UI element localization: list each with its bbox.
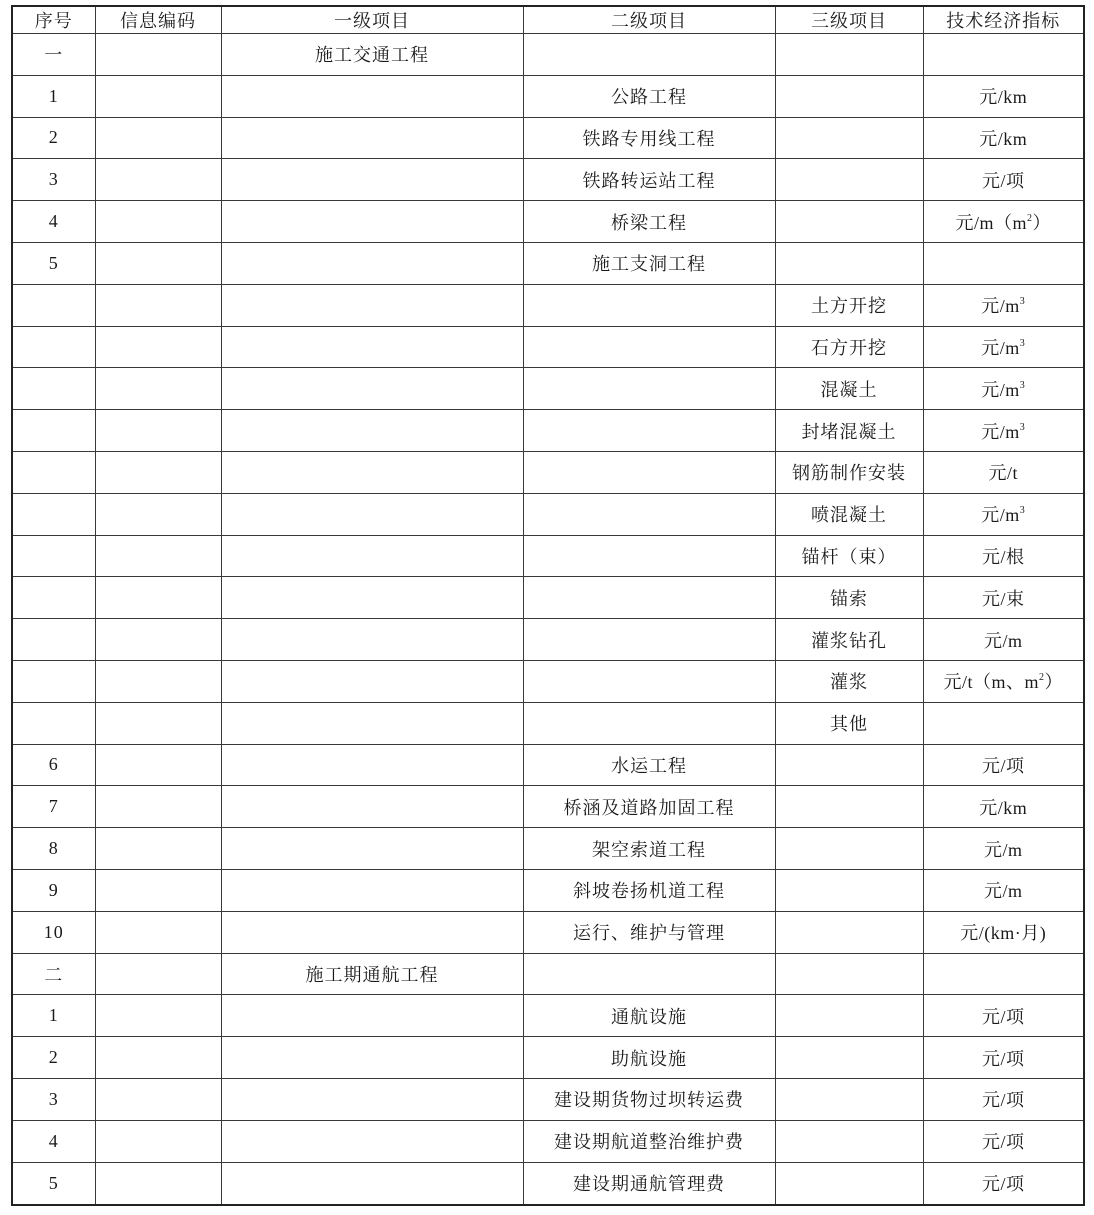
row-level2: 桥涵及道路加固工程 [523,786,775,828]
indicator-unit: 元/项 [981,1090,1025,1111]
row-level3 [775,1120,923,1162]
table-row [12,368,1084,410]
indicator-superscript: 3 [1019,337,1026,349]
row-indicator [923,953,1084,995]
indicator-unit: 元/m [983,881,1023,902]
row-level3 [775,911,923,953]
row-seq: 1 [12,75,95,117]
indicator-unit: 元/项 [981,1048,1025,1069]
indicator-unit: 元/m [981,421,1020,442]
table-row [12,1037,1084,1079]
table-row [12,284,1084,326]
row-seq: 5 [12,242,95,284]
row-level1 [221,75,523,117]
row-level3 [775,75,923,117]
row-level2 [523,619,775,661]
row-level2: 斜坡卷扬机道工程 [523,869,775,911]
row-level1 [221,326,523,368]
table-row [12,34,1084,76]
row-level1 [221,493,523,535]
row-code [95,410,221,452]
row-level3: 锚杆（束） [775,535,923,577]
table-row [12,1120,1084,1162]
row-level3: 锚索 [775,577,923,619]
indicator-unit: 元/m [983,630,1023,651]
indicator-unit: 元/m [981,296,1020,317]
row-level2 [523,326,775,368]
table-row [12,242,1084,284]
row-level1 [221,535,523,577]
row-code [95,953,221,995]
row-level3: 钢筋制作安装 [775,451,923,493]
header-level2: 二级项目 [523,6,775,34]
table-row [12,577,1084,619]
row-level2: 铁路转运站工程 [523,159,775,201]
indicator-unit: 元/m [981,379,1020,400]
row-seq: 6 [12,744,95,786]
row-level2 [523,410,775,452]
row-level1 [221,410,523,452]
row-indicator [923,326,1084,368]
row-level3 [775,242,923,284]
table-row [12,995,1084,1037]
row-indicator [923,1120,1084,1162]
row-code [95,284,221,326]
header-code: 信息编码 [95,6,221,34]
row-level1 [221,242,523,284]
row-seq: 5 [12,1162,95,1205]
row-level3 [775,201,923,243]
row-seq: 10 [12,911,95,953]
indicator-unit: 元/根 [981,546,1025,567]
row-indicator [923,451,1084,493]
row-level3 [775,1162,923,1205]
row-level1 [221,660,523,702]
row-indicator [923,410,1084,452]
row-code [95,535,221,577]
row-code [95,1162,221,1205]
row-indicator [923,828,1084,870]
row-level3: 其他 [775,702,923,744]
row-code [95,75,221,117]
indicator-unit: 元/项 [981,755,1025,776]
indicator-unit: 元/t（m、m [943,672,1039,693]
row-level2: 建设期货物过坝转运费 [523,1078,775,1120]
indicator-unit: 元/项 [981,1006,1025,1027]
row-level3 [775,786,923,828]
table-row [12,911,1084,953]
row-code [95,869,221,911]
row-seq: 7 [12,786,95,828]
row-indicator [923,201,1084,243]
row-level2 [523,284,775,326]
header-row [12,6,1084,34]
row-indicator [923,869,1084,911]
row-level3 [775,869,923,911]
table-row [12,1162,1084,1205]
row-level1: 施工交通工程 [221,34,523,76]
row-level1 [221,869,523,911]
row-code [95,660,221,702]
row-level1 [221,786,523,828]
row-level2: 运行、维护与管理 [523,911,775,953]
row-indicator [923,117,1084,159]
row-indicator [923,493,1084,535]
row-indicator [923,744,1084,786]
indicator-superscript: 3 [1019,505,1026,517]
row-seq: 4 [12,1120,95,1162]
row-code [95,201,221,243]
row-code [95,493,221,535]
table-row [12,786,1084,828]
row-level2 [523,451,775,493]
header-level1: 一级项目 [221,6,523,34]
indicator-superscript: 3 [1019,421,1026,433]
row-level3 [775,34,923,76]
row-seq: 9 [12,869,95,911]
row-code [95,1037,221,1079]
row-level2 [523,368,775,410]
indicator-unit: 元/m [981,337,1020,358]
table-row [12,744,1084,786]
engineering-item-table [11,5,1085,1206]
row-indicator [923,535,1084,577]
row-indicator [923,159,1084,201]
row-indicator [923,702,1084,744]
row-indicator [923,995,1084,1037]
indicator-suffix: ） [1032,212,1051,233]
row-indicator [923,368,1084,410]
row-level3: 土方开挖 [775,284,923,326]
row-seq: 2 [12,117,95,159]
row-level2 [523,577,775,619]
row-seq [12,535,95,577]
row-seq [12,451,95,493]
row-level2: 建设期通航管理费 [523,1162,775,1205]
table-row [12,493,1084,535]
row-indicator [923,242,1084,284]
row-level1 [221,201,523,243]
row-seq [12,619,95,661]
row-level2 [523,660,775,702]
row-level2 [523,34,775,76]
row-seq [12,284,95,326]
row-code [95,1078,221,1120]
table-row [12,1078,1084,1120]
row-seq [12,577,95,619]
row-level3 [775,953,923,995]
row-level1 [221,577,523,619]
row-level3 [775,159,923,201]
row-seq: 一 [12,34,95,76]
row-code [95,744,221,786]
row-level1 [221,911,523,953]
row-level3 [775,828,923,870]
row-seq [12,326,95,368]
row-code [95,159,221,201]
table-row [12,660,1084,702]
indicator-unit: 元/束 [981,588,1025,609]
indicator-unit: 元/km [979,128,1028,149]
indicator-suffix: ） [1044,672,1063,693]
row-seq: 2 [12,1037,95,1079]
indicator-unit: 元/m（m [955,212,1027,233]
table-row [12,159,1084,201]
row-level1 [221,828,523,870]
table-row [12,702,1084,744]
table-row [12,535,1084,577]
row-seq [12,493,95,535]
row-level2: 建设期航道整治维护费 [523,1120,775,1162]
row-level3: 封堵混凝土 [775,410,923,452]
row-level1: 施工期通航工程 [221,953,523,995]
row-indicator [923,660,1084,702]
row-code [95,326,221,368]
indicator-unit: 元/t [988,463,1018,484]
row-level3 [775,117,923,159]
row-code [95,368,221,410]
row-seq [12,702,95,744]
row-seq [12,368,95,410]
row-code [95,34,221,76]
row-level1 [221,368,523,410]
row-level2 [523,953,775,995]
row-code [95,911,221,953]
row-level1 [221,159,523,201]
table-row [12,117,1084,159]
row-seq: 1 [12,995,95,1037]
row-level3: 灌浆 [775,660,923,702]
indicator-unit: 元/m [983,839,1023,860]
indicator-unit: 元/m [981,505,1020,526]
table-body [12,34,1084,1206]
indicator-superscript: 2 [1027,212,1033,224]
header-indicator: 技术经济指标 [923,6,1084,34]
row-code [95,619,221,661]
row-seq: 3 [12,1078,95,1120]
row-level2 [523,535,775,577]
row-level3 [775,995,923,1037]
row-level3 [775,1078,923,1120]
row-level2: 助航设施 [523,1037,775,1079]
row-seq: 3 [12,159,95,201]
row-level1 [221,619,523,661]
table-row [12,75,1084,117]
row-code [95,828,221,870]
table-row [12,410,1084,452]
indicator-unit: 元/(km·月) [960,923,1047,944]
table-row [12,451,1084,493]
row-code [95,702,221,744]
row-level2: 水运工程 [523,744,775,786]
row-seq [12,410,95,452]
row-seq [12,660,95,702]
row-level1 [221,117,523,159]
row-level2: 桥梁工程 [523,201,775,243]
table-row [12,326,1084,368]
row-level3 [775,744,923,786]
row-indicator [923,786,1084,828]
row-code [95,577,221,619]
row-indicator [923,284,1084,326]
indicator-superscript: 3 [1019,379,1026,391]
row-level2 [523,702,775,744]
header-level3: 三级项目 [775,6,923,34]
row-level3: 喷混凝土 [775,493,923,535]
row-indicator [923,1078,1084,1120]
row-level2: 施工支洞工程 [523,242,775,284]
row-indicator [923,619,1084,661]
row-level3: 混凝土 [775,368,923,410]
row-code [95,451,221,493]
row-level2 [523,493,775,535]
row-code [95,1120,221,1162]
indicator-unit: 元/km [979,797,1028,818]
indicator-superscript: 2 [1039,672,1045,684]
row-seq: 二 [12,953,95,995]
indicator-unit: 元/km [979,87,1028,108]
row-indicator [923,577,1084,619]
table-row [12,201,1084,243]
header-seq: 序号 [12,6,95,34]
row-level1 [221,744,523,786]
row-level1 [221,1078,523,1120]
row-code [95,786,221,828]
row-level1 [221,1120,523,1162]
row-indicator [923,34,1084,76]
row-level1 [221,702,523,744]
row-code [95,242,221,284]
indicator-unit: 元/项 [981,1132,1025,1153]
row-code [95,117,221,159]
table-row [12,828,1084,870]
row-level2: 公路工程 [523,75,775,117]
row-level1 [221,1037,523,1079]
row-level3: 灌浆钻孔 [775,619,923,661]
table-row [12,619,1084,661]
row-level1 [221,1162,523,1205]
row-level1 [221,451,523,493]
row-indicator [923,911,1084,953]
indicator-unit: 元/项 [981,170,1025,191]
row-level1 [221,995,523,1037]
row-indicator [923,1162,1084,1205]
row-code [95,995,221,1037]
row-indicator [923,75,1084,117]
row-level3: 石方开挖 [775,326,923,368]
row-level2: 铁路专用线工程 [523,117,775,159]
indicator-superscript: 3 [1019,296,1026,308]
table-row [12,869,1084,911]
row-level1 [221,284,523,326]
row-seq: 8 [12,828,95,870]
row-seq: 4 [12,201,95,243]
row-level3 [775,1037,923,1079]
indicator-unit: 元/项 [981,1174,1025,1195]
table-row [12,953,1084,995]
row-level2: 通航设施 [523,995,775,1037]
row-indicator [923,1037,1084,1079]
row-level2: 架空索道工程 [523,828,775,870]
